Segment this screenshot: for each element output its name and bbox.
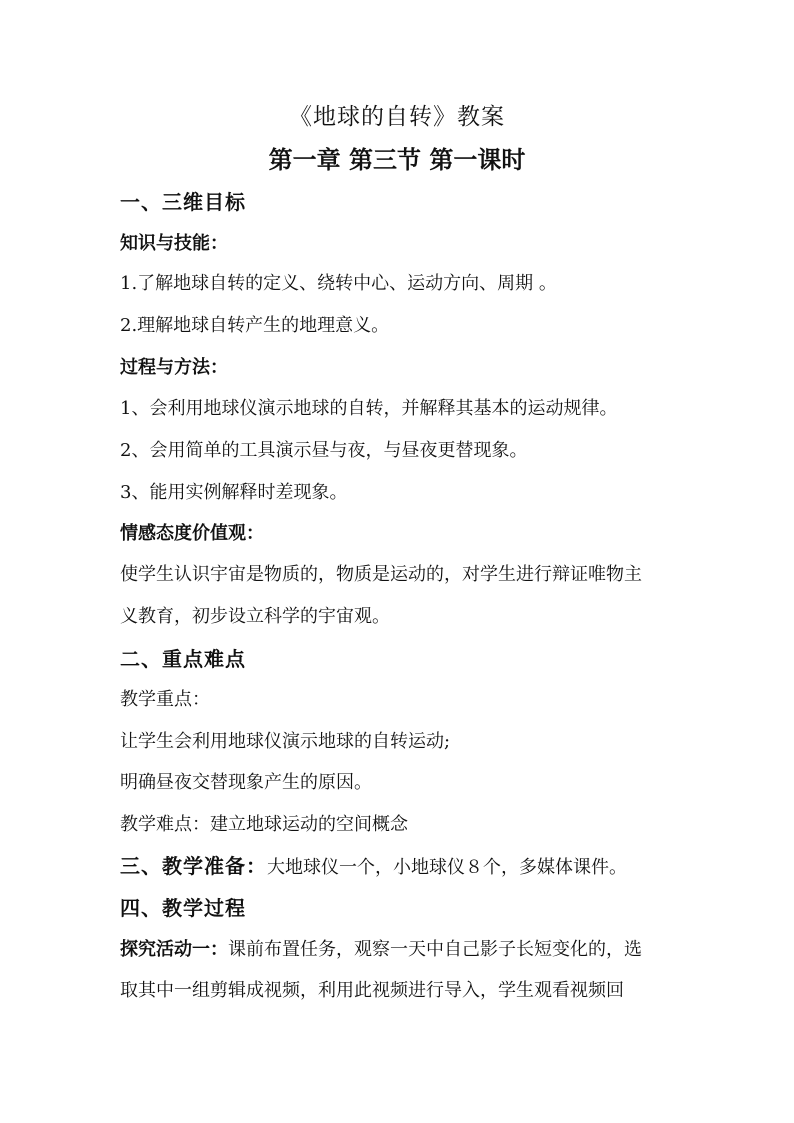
teaching-difficulty: 教学难点：建立地球运动的空间概念 bbox=[120, 814, 408, 835]
teaching-preparation bbox=[120, 854, 627, 880]
section-heading-goals: 一、三维目标 bbox=[120, 190, 246, 214]
section-heading-process: 四、教学过程 bbox=[120, 896, 246, 920]
teaching-focus-label: 教学重点： bbox=[120, 689, 210, 710]
emotion-line-2: 义教育，初步设立科学的宇宙观。 bbox=[120, 606, 390, 627]
knowledge-item-1: 1.了解地球自转的定义、绕转中心、运动方向、周期 。 bbox=[120, 273, 557, 294]
subheading-emotion: 情感态度价值观： bbox=[120, 523, 264, 544]
activity-line-2: 取其中一组剪辑成视频，利用此视频进行导入，学生观看视频回 bbox=[120, 980, 624, 1001]
activity-text-1: 课前布置任务，观察一天中自己影子长短变化的，选 bbox=[228, 939, 642, 960]
preparation-text: 大地球仪一个，小地球仪８个，多媒体课件。 bbox=[267, 857, 627, 878]
emotion-line-1: 使学生认识宇宙是物质的，物质是运动的，对学生进行辩证唯物主 bbox=[120, 564, 642, 585]
activity-line-1 bbox=[120, 938, 642, 962]
process-item-3: 3、能用实例解释时差现象。 bbox=[120, 482, 348, 503]
preparation-label: 三、教学准备： bbox=[120, 854, 267, 878]
subheading-knowledge: 知识与技能： bbox=[120, 233, 228, 254]
knowledge-item-2: 2.理解地球自转产生的地理意义。 bbox=[120, 315, 390, 336]
focus-item-1: 让学生会利用地球仪演示地球的自转运动; bbox=[120, 731, 451, 752]
activity-label: 探究活动一： bbox=[120, 939, 228, 960]
document-subtitle: 第一章 第三节 第一课时 bbox=[268, 145, 526, 174]
section-heading-key-points: 二、重点难点 bbox=[120, 647, 246, 671]
process-item-1: 1、会利用地球仪演示地球的自转，并解释其基本的运动规律。 bbox=[120, 398, 618, 419]
document-title: 《地球的自转》教案 bbox=[289, 104, 505, 130]
focus-item-2: 明确昼夜交替现象产生的原因。 bbox=[120, 772, 372, 793]
process-item-2: 2、会用简单的工具演示昼与夜，与昼夜更替现象。 bbox=[120, 440, 528, 461]
subheading-process: 过程与方法： bbox=[120, 357, 228, 378]
